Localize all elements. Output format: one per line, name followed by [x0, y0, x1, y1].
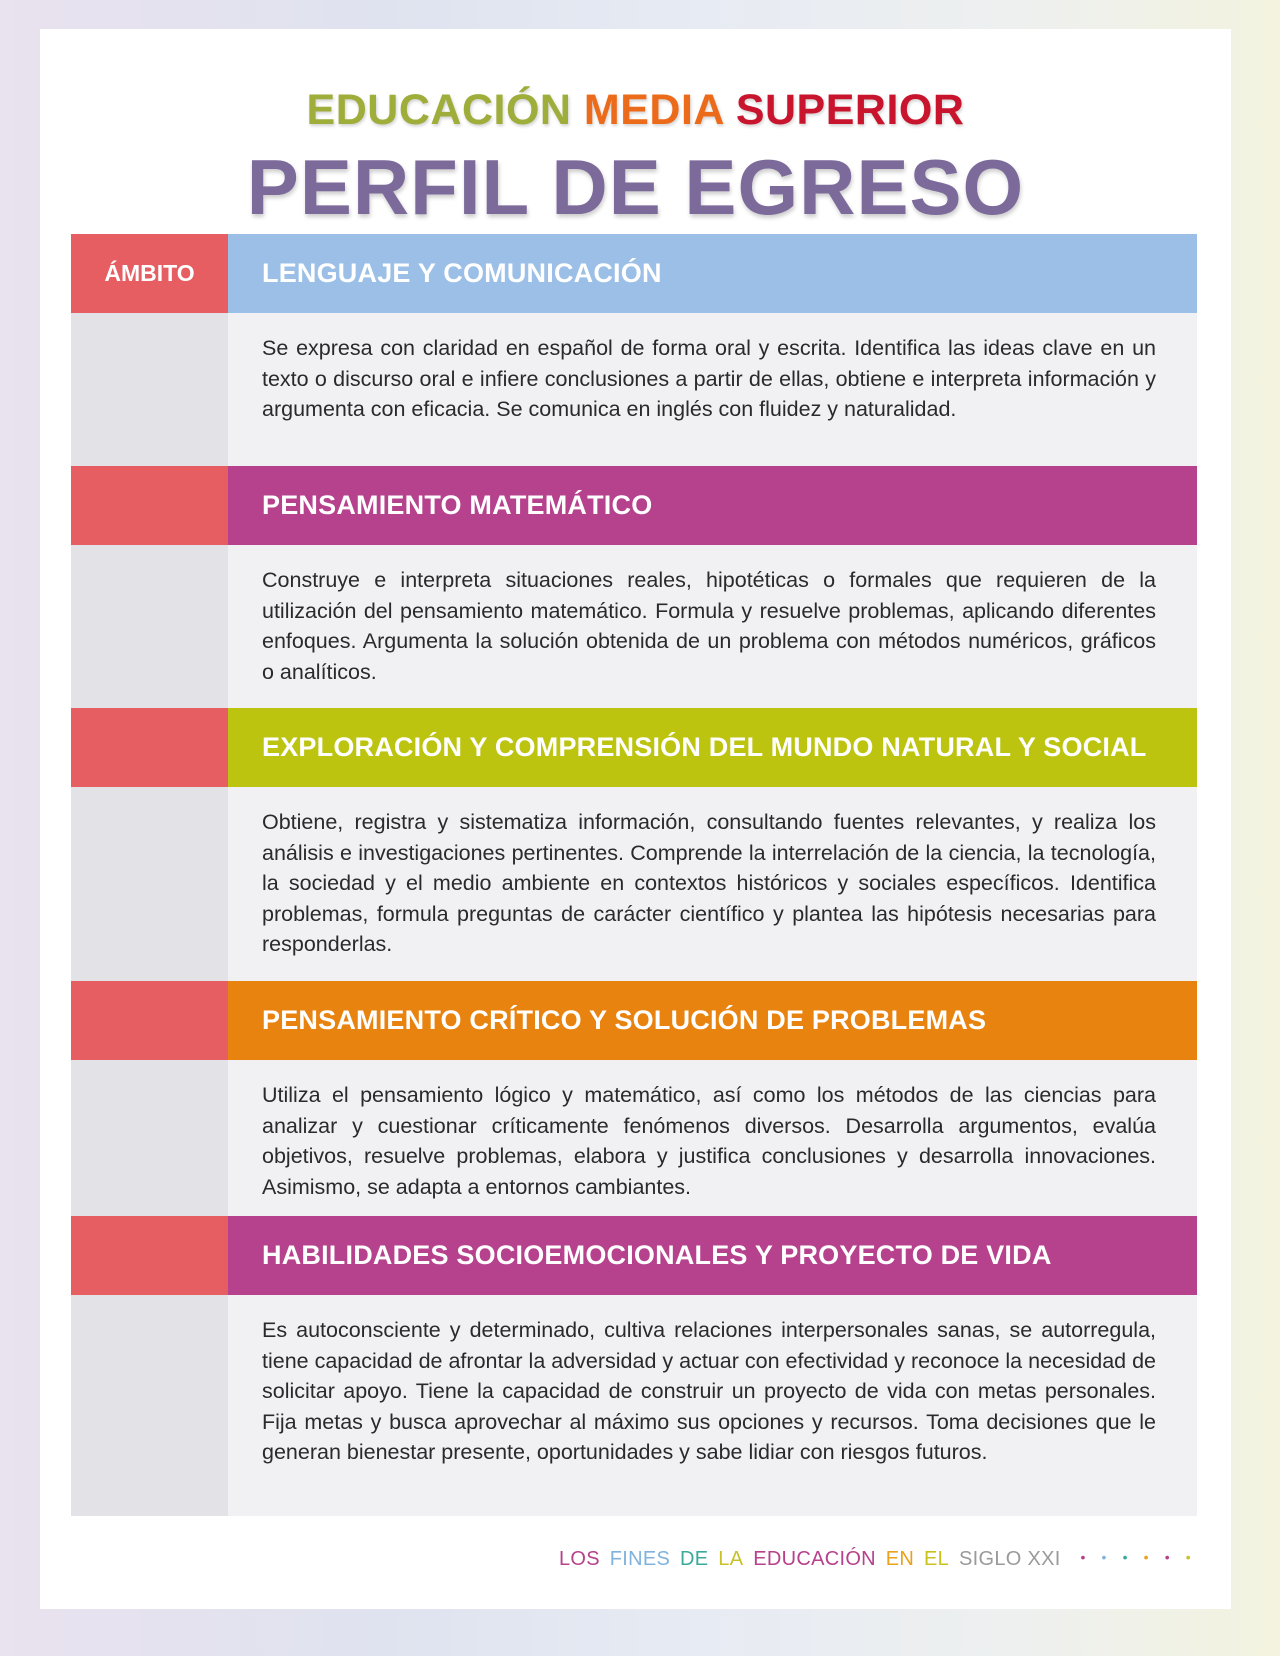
- page-title: PERFIL DE EGRESO: [246, 143, 1025, 231]
- section-body: Construye e interpreta situaciones reales, hipotéticas o formales que requieren de la utilización del pensamiento matemático. Formula y resuelve problemas, aplicando diferentes enfoques. Argumenta la solución obtenida de un problema con métodos numéricos, gráficos o analíticos.: [228, 545, 1197, 708]
- table-header-row: [71, 708, 1197, 787]
- ambito-spacer: [71, 1060, 228, 1216]
- section-heading: HABILIDADES SOCIOEMOCIONALES Y PROYECTO DE VIDA: [228, 1216, 1197, 1295]
- table-row: [71, 1060, 1197, 1216]
- ambito-cell: [71, 708, 228, 787]
- title-line-1: [40, 86, 1231, 134]
- section-body: Es autoconsciente y determinado, cultiva relaciones interpersonales sanas, se autorregula, tiene capacidad de afrontar la adversidad y actuar con efectividad y reconoce la necesidad de solicitar apoyo. Tiene la capacidad de construir un proyecto de vida con metas personales. Fija metas y busca aprovechar al máximo sus opciones y recursos. Toma decisiones que le generan bienestar presente, oportunidades y sabe lidiar con riesgos futuros.: [228, 1295, 1197, 1516]
- table-header-row: [71, 1216, 1197, 1295]
- table-row: [71, 787, 1197, 981]
- footer-dot-icon: •: [1143, 1549, 1149, 1565]
- ambito-cell: [71, 234, 228, 313]
- footer-dot-icon: •: [1185, 1549, 1191, 1565]
- title-word-superior: SUPERIOR: [735, 86, 965, 134]
- section-heading: PENSAMIENTO MATEMÁTICO: [228, 466, 1197, 545]
- footer-word: EDUCACIÓN: [753, 1548, 876, 1570]
- footer-dot-icon: •: [1164, 1549, 1170, 1565]
- footer-word: EN: [885, 1548, 915, 1570]
- ambito-spacer: [71, 787, 228, 981]
- ambito-label: ÁMBITO: [104, 260, 195, 286]
- ambito-cell: [71, 466, 228, 545]
- footer-dot-icon: •: [1080, 1549, 1086, 1565]
- footer-word: LA: [718, 1548, 744, 1570]
- footer-word: LOS: [558, 1548, 600, 1570]
- title-word-educacion: EDUCACIÓN: [306, 86, 572, 134]
- table-row: [71, 313, 1197, 466]
- footer-dot-icon: •: [1122, 1549, 1128, 1565]
- section-body: Utiliza el pensamiento lógico y matemático, así como los métodos de las ciencias para analizar y cuestionar críticamente fenómenos diversos. Desarrolla argumentos, evalúa objetivos, resuelve problemas, elabora y justifica conclusiones y desarrolla innovaciones. Asimismo, se adapta a entornos cambiantes.: [228, 1060, 1197, 1216]
- ambito-spacer: [71, 545, 228, 708]
- section-body: Obtiene, registra y sistematiza información, consultando fuentes relevantes, y realiza los análisis e investigaciones pertinentes. Comprende la interrelación de la ciencia, la tecnología, la sociedad y el medio ambiente en contextos históricos y sociales específicos. Identifica problemas, formula preguntas de carácter científico y plantea las hipótesis necesarias para responderlas.: [228, 787, 1197, 981]
- footer-word: FINES: [609, 1548, 671, 1570]
- section-heading: EXPLORACIÓN Y COMPRENSIÓN DEL MUNDO NATURAL Y SOCIAL: [228, 708, 1197, 787]
- table-header-row: [71, 234, 1197, 313]
- table-header-row: [71, 466, 1197, 545]
- profile-table: [71, 234, 1197, 1516]
- page-sheet: [40, 29, 1231, 1609]
- footer-series-title: [40, 1548, 1191, 1571]
- table-row: [71, 545, 1197, 708]
- footer-word: DE: [680, 1548, 709, 1570]
- title-word-media: MEDIA: [583, 86, 724, 134]
- ambito-spacer: [71, 313, 228, 466]
- section-heading: PENSAMIENTO CRÍTICO Y SOLUCIÓN DE PROBLEMAS: [228, 981, 1197, 1060]
- table-row: [71, 1295, 1197, 1516]
- footer-dot-icon: •: [1101, 1549, 1107, 1565]
- section-body: Se expresa con claridad en español de forma oral y escrita. Identifica las ideas clave en un texto o discurso oral e infiere conclusiones a partir de ellas, obtiene e interpreta información y argumenta con eficacia. Se comunica en inglés con fluidez y naturalidad.: [228, 313, 1197, 466]
- footer-word: SIGLO XXI: [958, 1548, 1061, 1570]
- section-heading: LENGUAJE Y COMUNICACIÓN: [228, 234, 1197, 313]
- table-header-row: [71, 981, 1197, 1060]
- ambito-cell: [71, 1216, 228, 1295]
- ambito-spacer: [71, 1295, 228, 1516]
- ambito-cell: [71, 981, 228, 1060]
- footer-word: EL: [924, 1548, 950, 1570]
